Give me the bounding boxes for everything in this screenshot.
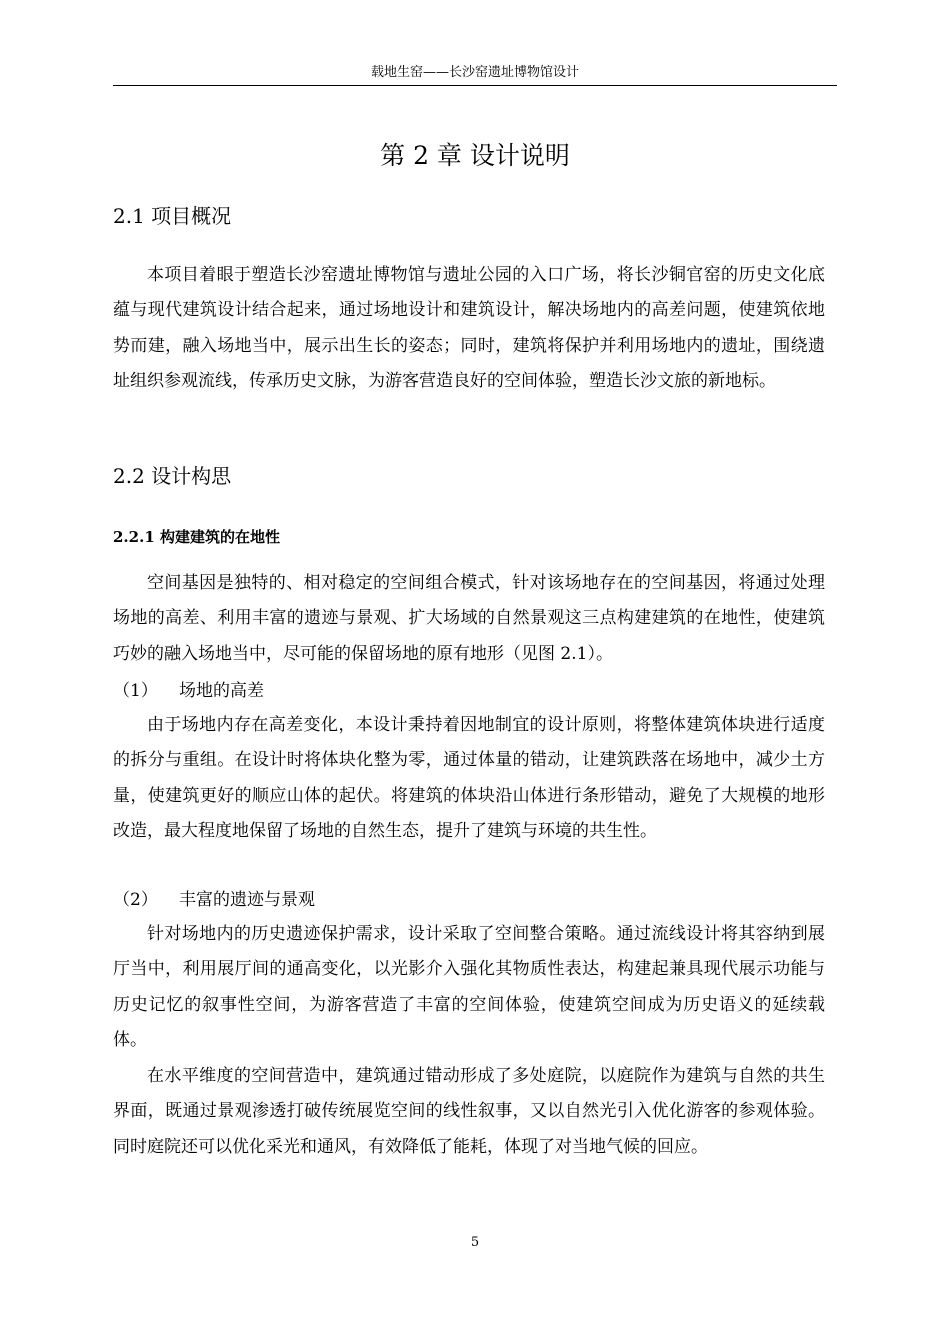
- list-item-number: （1）: [113, 681, 158, 701]
- running-header: 载地生窑——长沙窑遗址博物馆设计: [370, 65, 579, 80]
- header-rule: [113, 85, 837, 86]
- paragraph-project-overview: 本项目着眼于塑造长沙窑遗址博物馆与遗址公园的入口广场，将长沙铜官窑的历史文化底蕴与现代建筑设计结合起来，通过场地设计和建筑设计，解决场地内的高差问题，使建筑依地势而建，融入场地当中，展示出生长的姿态；同时，建筑将保护并利用场地内的遗址，围绕遗址组织参观流线，传承历史文脉，为游客营造良好的空间体验，塑造长沙文旅的新地标。: [113, 265, 825, 392]
- section-heading-2-2: 2.2 设计构思: [113, 464, 232, 488]
- list-item-number: （2）: [113, 890, 158, 910]
- list-item-relics-landscape: [113, 885, 825, 915]
- paragraph-courtyards: 在水平维度的空间营造中，建筑通过错动形成了多处庭院，以庭院作为建筑与自然的共生界面，既通过景观渗透打破传统展览空间的线性叙事，又以自然光引入优化游客的参观体验。同时庭院还可以优化采光和通风，有效降低了能耗，体现了对当地气候的回应。: [113, 1066, 825, 1157]
- paragraph-height-difference: 由于场地内存在高差变化，本设计秉持着因地制宜的设计原则，将整体建筑体块进行适度的拆分与重组。在设计时将体块化整为零，通过体量的错动，让建筑跌落在场地中，减少土方量，使建筑更好的顺应山体的起伏。将建筑的体块沿山体进行条形错动，避免了大规模的地形改造，最大程度地保留了场地的自然生态，提升了建筑与环境的共生性。: [113, 715, 825, 842]
- list-item-title: 场地的高差: [179, 681, 264, 701]
- paragraph-relics-integration: 针对场地内的历史遗迹保护需求，设计采取了空间整合策略。通过流线设计将其容纳到展厅当中，利用展厅间的通高变化，以光影介入强化其物质性表达，构建起兼具现代展示功能与历史记忆的叙事性空间，为游客营造了丰富的空间体验，使建筑空间成为历史语义的延续载体。: [113, 924, 825, 1051]
- chapter-title: 第 2 章 设计说明: [380, 141, 570, 170]
- list-item-height-difference: [113, 676, 825, 706]
- subsection-heading-2-2-1: 2.2.1 构建建筑的在地性: [113, 528, 280, 546]
- section-heading-2-1: 2.1 项目概况: [113, 204, 232, 228]
- page-number: 5: [470, 1235, 480, 1250]
- paragraph-spatial-gene: 空间基因是独特的、相对稳定的空间组合模式，针对该场地存在的空间基因，将通过处理场地的高差、利用丰富的遗迹与景观、扩大场域的自然景观这三点构建建筑的在地性，使建筑巧妙的融入场地当中，尽可能的保留场地的原有地形（见图 2.1）。: [113, 573, 825, 664]
- list-item-title: 丰富的遗迹与景观: [179, 890, 315, 910]
